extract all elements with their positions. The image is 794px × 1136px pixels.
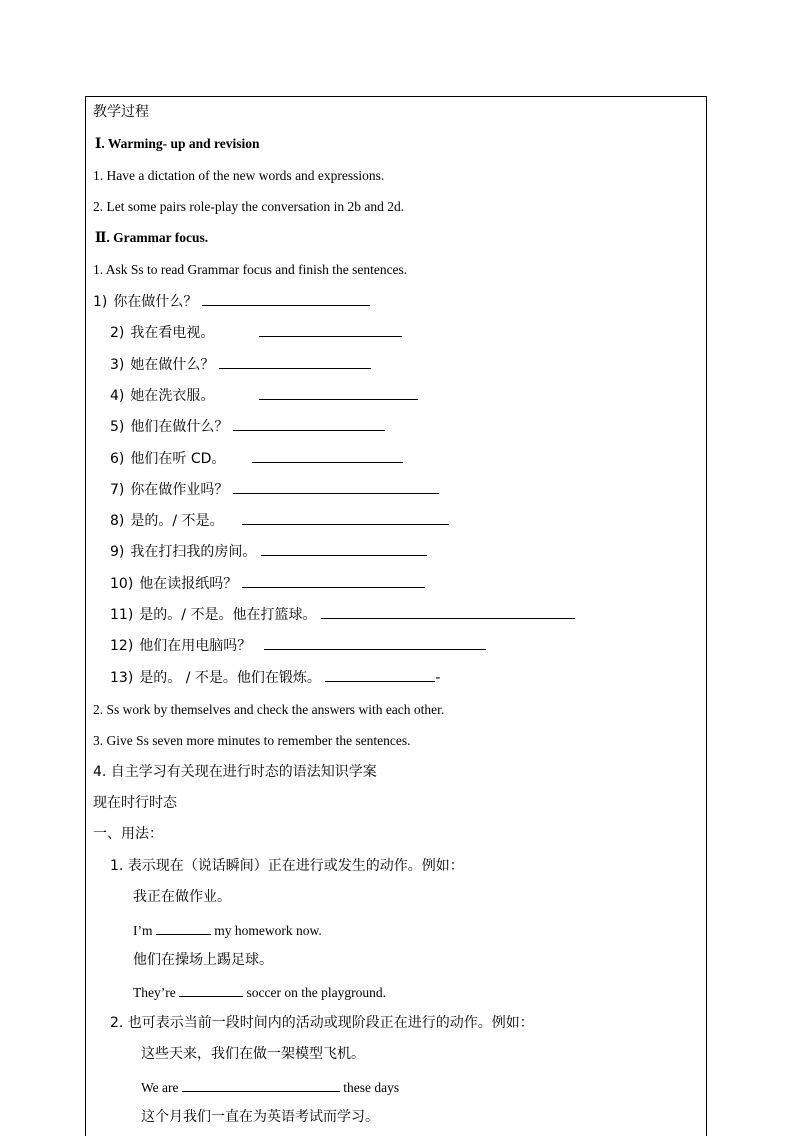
- example-en: They’re soccer on the playground.: [133, 982, 386, 1003]
- example-en: We are these days: [141, 1077, 399, 1098]
- step-dictation: 1. Have a dictation of the new words and expressions.: [93, 168, 385, 183]
- step-memorize: 3. Give Ss seven more minutes to remember the sentences.: [93, 733, 411, 748]
- example-cn: 这个月我们一直在为英语考试而学习。: [141, 1109, 379, 1125]
- example-cn: 这些天来，我们在做一架模型飞机。: [141, 1046, 365, 1062]
- answer-blank[interactable]: [156, 920, 211, 935]
- sentence-item: 6) 他们在听 CD。: [110, 448, 403, 469]
- sentence-item: 1) 你在做什么？: [93, 291, 370, 312]
- sentence-item: 11) 是的。/ 不是。他在打篮球。: [110, 604, 575, 625]
- answer-blank[interactable]: [219, 354, 371, 369]
- answer-blank[interactable]: [202, 291, 370, 306]
- usage-heading: 一、用法：: [93, 826, 163, 842]
- sentence-item: 12) 他们在用电脑吗？: [110, 635, 486, 656]
- answer-blank[interactable]: [261, 541, 427, 556]
- example-en: I’m my homework now.: [133, 920, 322, 941]
- example-cn: 我正在做作业。: [133, 889, 231, 905]
- answer-blank[interactable]: [182, 1077, 340, 1092]
- usage-2-label: 2. 也可表示当前一段时间内的活动或现阶段正在进行的动作。例如：: [110, 1015, 534, 1031]
- sentence-item: 3) 她在做什么？: [110, 354, 371, 375]
- answer-blank[interactable]: [259, 322, 402, 337]
- answer-blank[interactable]: [264, 635, 486, 650]
- step-self-study: 4. 自主学习有关现在进行时态的语法知识学案: [93, 764, 377, 780]
- step-roleplay: 2. Let some pairs role-play the conversation in 2b and 2d.: [93, 199, 405, 214]
- grammar-title: 现在时行时态: [93, 795, 177, 811]
- answer-blank[interactable]: [242, 510, 449, 525]
- example-cn: 他们在操场上踢足球。: [133, 952, 273, 968]
- answer-blank[interactable]: [233, 416, 385, 431]
- sentence-item: 8) 是的。/ 不是。: [110, 510, 449, 531]
- answer-blank[interactable]: [233, 479, 439, 494]
- sentence-item: 5) 他们在做什么？: [110, 416, 385, 437]
- step-read-grammar: 1. Ask Ss to read Grammar focus and finish the sentences.: [93, 262, 408, 277]
- usage-1-label: 1. 表示现在（说话瞬间）正在进行或发生的动作。例如：: [110, 858, 464, 874]
- grammar-heading: Ⅱ. Grammar focus.: [95, 230, 209, 245]
- sentence-item: 10) 他在读报纸吗？: [110, 573, 425, 594]
- sentence-item: 2) 我在看电视。: [110, 322, 402, 343]
- answer-blank[interactable]: [252, 448, 403, 463]
- sentence-item: 4) 她在洗衣服。: [110, 385, 418, 406]
- answer-blank[interactable]: [179, 982, 243, 997]
- section-title: 教学过程: [93, 104, 149, 120]
- sentence-item: 7) 你在做作业吗？: [110, 479, 439, 500]
- sentence-item: 13) 是的。 / 不是。他们在锻炼。 -: [110, 667, 440, 688]
- answer-blank[interactable]: [321, 604, 575, 619]
- warmup-heading: Ⅰ. Warming- up and revision: [95, 136, 260, 151]
- sentence-item: 9) 我在打扫我的房间。: [110, 541, 427, 562]
- answer-blank[interactable]: [325, 667, 435, 682]
- answer-blank[interactable]: [242, 573, 425, 588]
- step-self-check: 2. Ss work by themselves and check the answers with each other.: [93, 702, 445, 717]
- answer-blank[interactable]: [259, 385, 418, 400]
